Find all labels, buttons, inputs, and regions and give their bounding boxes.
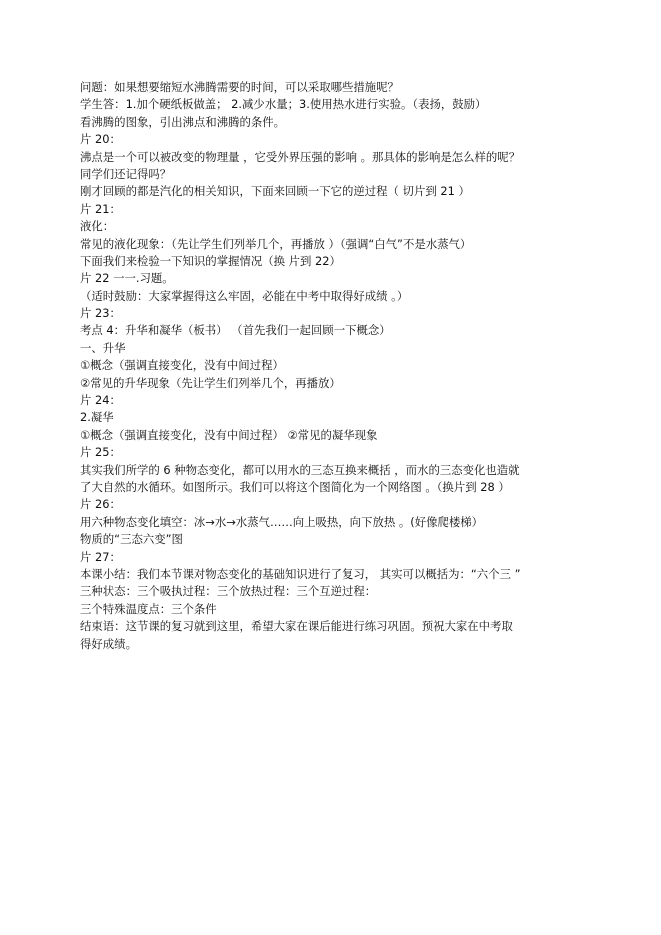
text-line: ①概念（强调直接变化，没有中间过程） bbox=[80, 358, 284, 373]
text-line: 片 27： bbox=[80, 549, 121, 564]
text-line: 本课小结：我们本节课对物态变化的基础知识进行了复习， 其实可以概括为：“六个三 ” bbox=[80, 566, 521, 581]
text-line: 下面我们来检验一下知识的掌握情况（换 片到 22） bbox=[80, 253, 341, 268]
text-line: 一、升华 bbox=[80, 340, 126, 355]
text-line: 物质的“三态六变”图 bbox=[80, 532, 183, 547]
text-line: 了大自然的水循环。如图所示。我们可以将这个图简化为一个网络图 。（换片到 28 ） bbox=[80, 479, 510, 494]
text-line: 片 22 一一.习题。 bbox=[80, 271, 174, 286]
text-line: 学生答：1.加个硬纸板做盖； 2.减少水量；3.使用热水进行实验。（表扬，鼓励） bbox=[80, 97, 487, 112]
text-line: 2.凝华 bbox=[80, 410, 114, 425]
text-line: 片 24： bbox=[80, 393, 121, 408]
text-line: 片 20： bbox=[80, 132, 121, 147]
text-line: 片 21： bbox=[80, 201, 121, 216]
text-line: 用六种物态变化填空：冰→水→水蒸气……向上吸热，向下放热 。(好像爬楼梯） bbox=[80, 514, 484, 529]
text-line: 沸点是一个可以被改变的物理量 ，它受外界压强的影响 。那具体的影响是怎么样的呢？ bbox=[80, 149, 521, 164]
text-line: 得好成绩。 bbox=[80, 636, 137, 651]
text-line: 三个特殊温度点：三个条件 bbox=[80, 601, 217, 616]
text-line: 液化： bbox=[80, 219, 115, 234]
text-line: （适时鼓励：大家掌握得这么牢固，必能在中考中取得好成绩 。） bbox=[80, 288, 409, 303]
text-line: 其实我们所学的 6 种物态变化，都可以用水的三态互换来概括 ，而水的三态变化也造就 bbox=[80, 462, 520, 477]
text-line: 刚才回顾的都是汽化的相关知识，下面来回顾一下它的逆过程（ 切片到 21 ） bbox=[80, 184, 470, 199]
text-line: 同学们还记得吗？ bbox=[80, 166, 172, 181]
text-line: 片 23： bbox=[80, 306, 121, 321]
text-line: 结束语：这节课的复习就到这里，希望大家在课后能进行练习巩固。预祝大家在中考取 bbox=[80, 619, 513, 634]
document-body bbox=[80, 79, 590, 653]
text-line: ②常见的升华现象（先让学生们列举几个，再播放） bbox=[80, 375, 341, 390]
text-line: 考点 4：升华和凝华（板书） （首先我们一起回顾一下概念） bbox=[80, 323, 391, 338]
text-line: ①概念（强调直接变化，没有中间过程） ②常见的凝华现象 bbox=[80, 427, 378, 442]
text-line: 问题：如果想要缩短水沸腾需要的时间，可以采取哪些措施呢？ bbox=[80, 80, 399, 94]
text-line: 看沸腾的图象，引出沸点和沸腾的条件。 bbox=[80, 114, 286, 129]
text-line: 片 26： bbox=[80, 497, 121, 512]
text-line: 三种状态：三个吸执过程：三个放热过程：三个互逆过程： bbox=[80, 584, 377, 599]
text-line: 片 25： bbox=[80, 445, 121, 460]
text-line: 常见的液化现象：（先让学生们列举几个，再播放 ）（强调“白气”不是水蒸气） bbox=[80, 236, 472, 251]
